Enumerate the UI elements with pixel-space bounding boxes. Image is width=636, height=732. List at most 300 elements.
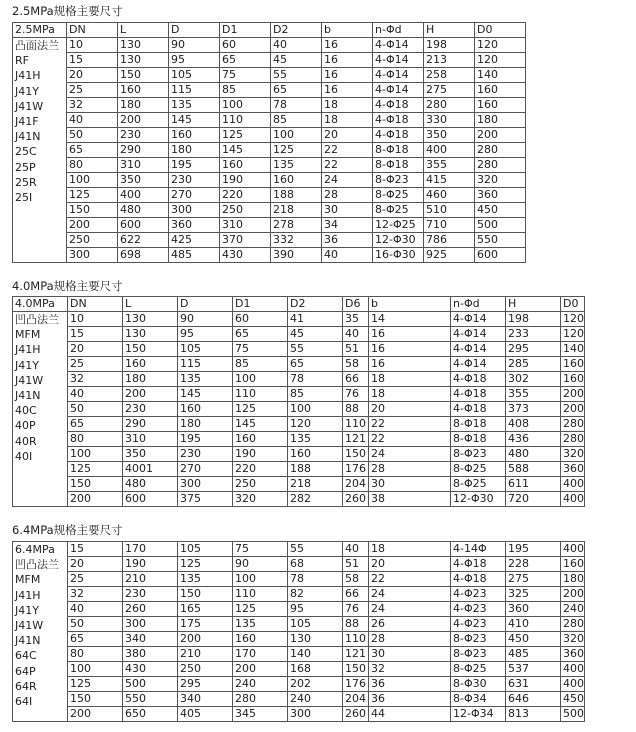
table-cell: 15 xyxy=(68,542,123,557)
table-cell: 230 xyxy=(123,587,178,602)
table-row xyxy=(13,53,526,68)
table-cell: 100 xyxy=(67,173,118,188)
column-header: D2 xyxy=(271,23,322,38)
table-cell: 125 xyxy=(178,557,233,572)
table-cell: 20 xyxy=(68,342,123,357)
table-cell: 65 xyxy=(233,327,288,342)
table-cell: 8-Φ30 xyxy=(451,677,506,692)
flange-type-label: J41W xyxy=(15,619,44,633)
table-cell: 140 xyxy=(475,68,526,83)
table-cell: 430 xyxy=(220,248,271,263)
table-cell: 135 xyxy=(271,158,322,173)
table-cell: 8-Φ34 xyxy=(451,692,506,707)
table-cell: 88 xyxy=(343,617,369,632)
table-cell: 180 xyxy=(169,143,220,158)
table-row xyxy=(13,203,526,218)
table-cell: 220 xyxy=(233,462,288,477)
table-row xyxy=(13,312,585,327)
table-cell: 40 xyxy=(68,387,123,402)
table-cell: 300 xyxy=(123,617,178,632)
table-cell: 135 xyxy=(288,432,343,447)
table-cell: 105 xyxy=(169,68,220,83)
table-cell: 925 xyxy=(424,248,475,263)
table-cell: 345 xyxy=(233,707,288,722)
table-cell: 40 xyxy=(68,602,123,617)
column-header: D xyxy=(169,23,220,38)
table-cell: 180 xyxy=(561,572,585,587)
table-cell: 160 xyxy=(561,357,585,372)
table-cell: 135 xyxy=(178,572,233,587)
table-cell: 90 xyxy=(233,557,288,572)
column-header: D2 xyxy=(288,297,343,312)
table-cell: 75 xyxy=(233,342,288,357)
table-cell: 400 xyxy=(424,143,475,158)
table-cell: 120 xyxy=(475,53,526,68)
flange-type-label: 25R xyxy=(15,175,37,189)
table-cell: 480 xyxy=(506,447,561,462)
table-cell: 8-Φ18 xyxy=(451,417,506,432)
table-cell: 4-Φ18 xyxy=(373,98,424,113)
table-cell: 350 xyxy=(118,173,169,188)
table-cell: 260 xyxy=(123,602,178,617)
table-cell: 195 xyxy=(169,158,220,173)
table-cell: 200 xyxy=(561,587,585,602)
table-cell: 320 xyxy=(233,492,288,507)
table-cell: 12-Φ34 xyxy=(451,707,506,722)
flange-type-label: J41W xyxy=(15,99,44,113)
table-cell: 10 xyxy=(67,38,118,53)
table-cell: 285 xyxy=(506,357,561,372)
column-header: L xyxy=(118,23,169,38)
table-cell: 130 xyxy=(288,632,343,647)
table-cell: 332 xyxy=(271,233,322,248)
section-3-title: 6.4MPa规格主要尺寸 xyxy=(12,523,123,537)
table-row xyxy=(13,248,526,263)
flange-type-label: J41N xyxy=(15,634,41,648)
table-row xyxy=(13,173,526,188)
flange-type-cell xyxy=(13,312,68,507)
flange-type-label: J41Y xyxy=(15,358,39,372)
table-cell: 200 xyxy=(68,492,123,507)
flange-type-cell xyxy=(13,542,68,722)
table-cell: 51 xyxy=(343,342,369,357)
table-cell: 4-Φ14 xyxy=(373,83,424,98)
table-cell: 250 xyxy=(220,203,271,218)
table-cell: 300 xyxy=(288,707,343,722)
table-cell: 360 xyxy=(475,188,526,203)
table-cell: 4-Φ23 xyxy=(451,617,506,632)
table-cell: 95 xyxy=(169,53,220,68)
table-cell: 105 xyxy=(178,542,233,557)
table-cell: 188 xyxy=(271,188,322,203)
table-cell: 130 xyxy=(123,327,178,342)
table-cell: 8-Φ18 xyxy=(373,143,424,158)
table-cell: 12-Φ25 xyxy=(373,218,424,233)
table-cell: 150 xyxy=(68,477,123,492)
table-cell: 537 xyxy=(506,662,561,677)
column-header: D0 xyxy=(475,23,526,38)
table-cell: 190 xyxy=(123,557,178,572)
table-cell: 16 xyxy=(322,53,373,68)
table-cell: 380 xyxy=(123,647,178,662)
table-cell: 120 xyxy=(475,38,526,53)
table-cell: 228 xyxy=(506,557,561,572)
table-cell: 28 xyxy=(322,188,373,203)
table-cell: 18 xyxy=(322,98,373,113)
column-header: H xyxy=(506,297,561,312)
table-cell: 160 xyxy=(475,98,526,113)
table-cell: 36 xyxy=(322,233,373,248)
table-row xyxy=(13,477,585,492)
table-cell: 485 xyxy=(169,248,220,263)
table-cell: 588 xyxy=(506,462,561,477)
table-cell: 204 xyxy=(343,477,369,492)
table-cell: 550 xyxy=(123,692,178,707)
table-cell: 18 xyxy=(322,113,373,128)
table-cell: 290 xyxy=(123,417,178,432)
table-cell: 14 xyxy=(369,312,451,327)
table-cell: 16 xyxy=(369,357,451,372)
table-cell: 275 xyxy=(506,572,561,587)
table-cell: 160 xyxy=(220,158,271,173)
table-cell: 140 xyxy=(288,647,343,662)
table-row xyxy=(13,602,585,617)
table-cell: 16 xyxy=(322,83,373,98)
table-cell: 50 xyxy=(68,617,123,632)
table-cell: 190 xyxy=(233,447,288,462)
table-cell: 16 xyxy=(322,38,373,53)
table-cell: 698 xyxy=(118,248,169,263)
table-cell: 20 xyxy=(67,68,118,83)
table-cell: 105 xyxy=(288,617,343,632)
table-cell: 150 xyxy=(67,203,118,218)
table-cell: 200 xyxy=(123,387,178,402)
flange-type-label: 40R xyxy=(15,434,37,448)
table-cell: 400 xyxy=(561,677,585,692)
column-header: DN xyxy=(68,297,123,312)
table-cell: 360 xyxy=(561,647,585,662)
table-cell: 4-Φ14 xyxy=(373,68,424,83)
table-cell: 76 xyxy=(343,602,369,617)
table-row xyxy=(13,402,585,417)
table-cell: 36 xyxy=(369,692,451,707)
table-cell: 80 xyxy=(68,647,123,662)
table-cell: 813 xyxy=(506,707,561,722)
table-row xyxy=(13,233,526,248)
table-cell: 260 xyxy=(343,707,369,722)
table-cell: 200 xyxy=(67,218,118,233)
table-cell: 160 xyxy=(233,632,288,647)
flange-type-label: J41F xyxy=(15,115,39,129)
table-cell: 195 xyxy=(178,432,233,447)
table-cell: 200 xyxy=(68,707,123,722)
table-cell: 55 xyxy=(288,342,343,357)
table-row xyxy=(13,587,585,602)
table-cell: 85 xyxy=(220,83,271,98)
table-cell: 32 xyxy=(67,98,118,113)
table-cell: 145 xyxy=(220,143,271,158)
table-cell: 160 xyxy=(169,128,220,143)
table-cell: 198 xyxy=(424,38,475,53)
table-cell: 18 xyxy=(369,542,451,557)
table-cell: 25 xyxy=(68,572,123,587)
table-cell: 24 xyxy=(369,602,451,617)
flange-type-label: J41N xyxy=(15,389,41,403)
table-cell: 90 xyxy=(169,38,220,53)
flange-type-label: J41Y xyxy=(15,603,39,617)
table-cell: 18 xyxy=(369,372,451,387)
table-cell: 85 xyxy=(233,357,288,372)
table-cell: 12-Φ30 xyxy=(451,492,506,507)
table-cell: 45 xyxy=(288,327,343,342)
table-cell: 430 xyxy=(123,662,178,677)
table-cell: 35 xyxy=(343,312,369,327)
table-cell: 22 xyxy=(369,572,451,587)
table-cell: 4-Φ23 xyxy=(451,587,506,602)
column-header: D0 xyxy=(561,297,585,312)
table-cell: 400 xyxy=(561,477,585,492)
table-cell: 4-Φ14 xyxy=(373,53,424,68)
flange-type-label: RF xyxy=(15,54,29,68)
table-cell: 28 xyxy=(369,632,451,647)
table-cell: 280 xyxy=(561,417,585,432)
table-cell: 180 xyxy=(178,417,233,432)
table-row xyxy=(13,83,526,98)
table-row xyxy=(13,707,585,722)
table-cell: 66 xyxy=(343,372,369,387)
table-cell: 168 xyxy=(288,662,343,677)
table-cell: 120 xyxy=(561,327,585,342)
table-cell: 8-Φ23 xyxy=(451,447,506,462)
table-cell: 125 xyxy=(271,143,322,158)
table-cell: 44 xyxy=(369,707,451,722)
table-cell: 22 xyxy=(322,143,373,158)
table-cell: 75 xyxy=(220,68,271,83)
table-cell: 218 xyxy=(288,477,343,492)
table-cell: 510 xyxy=(424,203,475,218)
table-cell: 4-Φ14 xyxy=(451,327,506,342)
table-cell: 300 xyxy=(169,203,220,218)
table-cell: 646 xyxy=(506,692,561,707)
table-cell: 125 xyxy=(67,188,118,203)
table-cell: 50 xyxy=(68,402,123,417)
table-cell: 30 xyxy=(369,647,451,662)
table-cell: 390 xyxy=(271,248,322,263)
table-cell: 38 xyxy=(369,492,451,507)
table-cell: 400 xyxy=(561,662,585,677)
table-cell: 8-Φ23 xyxy=(451,632,506,647)
table-cell: 280 xyxy=(424,98,475,113)
header-row xyxy=(13,23,526,38)
table-cell: 135 xyxy=(178,372,233,387)
table-cell: 150 xyxy=(68,692,123,707)
table-cell: 130 xyxy=(118,38,169,53)
table-cell: 550 xyxy=(475,233,526,248)
table-cell: 230 xyxy=(118,128,169,143)
table-cell: 204 xyxy=(343,692,369,707)
table-cell: 295 xyxy=(178,677,233,692)
table-row xyxy=(13,372,585,387)
table-cell: 400 xyxy=(561,542,585,557)
table-row xyxy=(13,617,585,632)
table-cell: 600 xyxy=(123,492,178,507)
table-cell: 485 xyxy=(506,647,561,662)
table-cell: 120 xyxy=(561,312,585,327)
table-cell: 8-Φ18 xyxy=(373,158,424,173)
table-cell: 12-Φ30 xyxy=(373,233,424,248)
table-cell: 275 xyxy=(424,83,475,98)
table-cell: 145 xyxy=(233,417,288,432)
table-cell: 100 xyxy=(233,572,288,587)
table-cell: 210 xyxy=(123,572,178,587)
table-cell: 280 xyxy=(475,158,526,173)
table-cell: 330 xyxy=(424,113,475,128)
table-row xyxy=(13,447,585,462)
column-header: DN xyxy=(67,23,118,38)
table-cell: 15 xyxy=(67,53,118,68)
table-row xyxy=(13,218,526,233)
table-cell: 55 xyxy=(271,68,322,83)
table-row xyxy=(13,677,585,692)
table-cell: 125 xyxy=(68,462,123,477)
table-cell: 30 xyxy=(369,477,451,492)
table-cell: 68 xyxy=(288,557,343,572)
table-cell: 65 xyxy=(68,417,123,432)
table-cell: 218 xyxy=(271,203,322,218)
table-cell: 270 xyxy=(169,188,220,203)
pressure-header-cell: 4.0MPa xyxy=(13,297,68,312)
table-cell: 100 xyxy=(68,447,123,462)
table-cell: 350 xyxy=(123,447,178,462)
table-cell: 4-Φ14 xyxy=(373,38,424,53)
table-cell: 135 xyxy=(169,98,220,113)
table-cell: 240 xyxy=(561,602,585,617)
table-cell: 280 xyxy=(561,617,585,632)
table-cell: 220 xyxy=(220,188,271,203)
table-cell: 195 xyxy=(506,542,561,557)
table-cell: 24 xyxy=(369,447,451,462)
table-cell: 200 xyxy=(561,402,585,417)
column-header: L xyxy=(123,297,178,312)
table-row xyxy=(13,557,585,572)
table-cell: 436 xyxy=(506,432,561,447)
table-cell: 85 xyxy=(288,387,343,402)
table-cell: 310 xyxy=(118,158,169,173)
table-cell: 115 xyxy=(169,83,220,98)
table-cell: 611 xyxy=(506,477,561,492)
table-cell: 200 xyxy=(233,662,288,677)
section-2-title: 4.0MPa规格主要尺寸 xyxy=(12,279,123,293)
table-cell: 100 xyxy=(271,128,322,143)
table-cell: 450 xyxy=(475,203,526,218)
table-cell: 36 xyxy=(369,677,451,692)
table-cell: 60 xyxy=(220,38,271,53)
table-cell: 4-Φ18 xyxy=(451,387,506,402)
table-cell: 78 xyxy=(271,98,322,113)
table-cell: 150 xyxy=(118,68,169,83)
table-cell: 500 xyxy=(475,218,526,233)
table-cell: 20 xyxy=(369,402,451,417)
table-cell: 200 xyxy=(561,387,585,402)
table-cell: 500 xyxy=(561,707,585,722)
table-cell: 150 xyxy=(178,587,233,602)
table-cell: 160 xyxy=(561,557,585,572)
table-cell: 282 xyxy=(288,492,343,507)
table-cell: 16 xyxy=(322,68,373,83)
table-row xyxy=(13,143,526,158)
table-cell: 240 xyxy=(288,692,343,707)
table-cell: 40 xyxy=(343,542,369,557)
table-cell: 400 xyxy=(561,492,585,507)
column-header: n-Φd xyxy=(373,23,424,38)
table-cell: 450 xyxy=(506,632,561,647)
table-cell: 320 xyxy=(561,447,585,462)
pressure-label: 6.4MPa xyxy=(15,543,55,556)
column-header: D xyxy=(178,297,233,312)
table-cell: 45 xyxy=(271,53,322,68)
table-cell: 355 xyxy=(424,158,475,173)
table-cell: 4-Φ23 xyxy=(451,602,506,617)
table-cell: 65 xyxy=(288,357,343,372)
table-cell: 310 xyxy=(123,432,178,447)
table-cell: 500 xyxy=(123,677,178,692)
table-cell: 631 xyxy=(506,677,561,692)
table-cell: 355 xyxy=(506,387,561,402)
table-cell: 55 xyxy=(288,542,343,557)
table-cell: 30 xyxy=(322,203,373,218)
table-cell: 40 xyxy=(343,327,369,342)
spec-table-6-4mpa xyxy=(12,541,585,722)
flange-type-label: MFM xyxy=(15,328,41,342)
table-cell: 160 xyxy=(561,372,585,387)
table-cell: 41 xyxy=(288,312,343,327)
flange-type-label: J41H xyxy=(15,69,41,83)
table-cell: 160 xyxy=(475,83,526,98)
flange-type-label: J41H xyxy=(15,588,41,602)
table-cell: 360 xyxy=(169,218,220,233)
flange-type-label: 25C xyxy=(15,145,37,159)
table-cell: 160 xyxy=(178,402,233,417)
flange-type-label: 64I xyxy=(15,695,33,709)
table-cell: 480 xyxy=(123,477,178,492)
table-cell: 100 xyxy=(68,662,123,677)
table-cell: 340 xyxy=(123,632,178,647)
table-cell: 250 xyxy=(67,233,118,248)
spec-table-2-5mpa xyxy=(12,22,526,263)
column-header: b xyxy=(369,297,451,312)
table-cell: 258 xyxy=(424,68,475,83)
table-cell: 4-Φ18 xyxy=(451,372,506,387)
table-cell: 360 xyxy=(561,462,585,477)
table-cell: 18 xyxy=(369,387,451,402)
table-cell: 160 xyxy=(288,447,343,462)
table-cell: 40 xyxy=(67,113,118,128)
column-header: D6 xyxy=(343,297,369,312)
table-cell: 180 xyxy=(118,98,169,113)
table-cell: 202 xyxy=(288,677,343,692)
table-cell: 76 xyxy=(343,387,369,402)
table-row xyxy=(13,492,585,507)
table-cell: 145 xyxy=(178,387,233,402)
table-cell: 125 xyxy=(233,602,288,617)
table-cell: 300 xyxy=(67,248,118,263)
table-cell: 8-Φ25 xyxy=(451,477,506,492)
table-cell: 375 xyxy=(178,492,233,507)
table-cell: 140 xyxy=(561,342,585,357)
table-cell: 280 xyxy=(475,143,526,158)
table-cell: 121 xyxy=(343,647,369,662)
flange-type-label: 40P xyxy=(15,419,36,433)
